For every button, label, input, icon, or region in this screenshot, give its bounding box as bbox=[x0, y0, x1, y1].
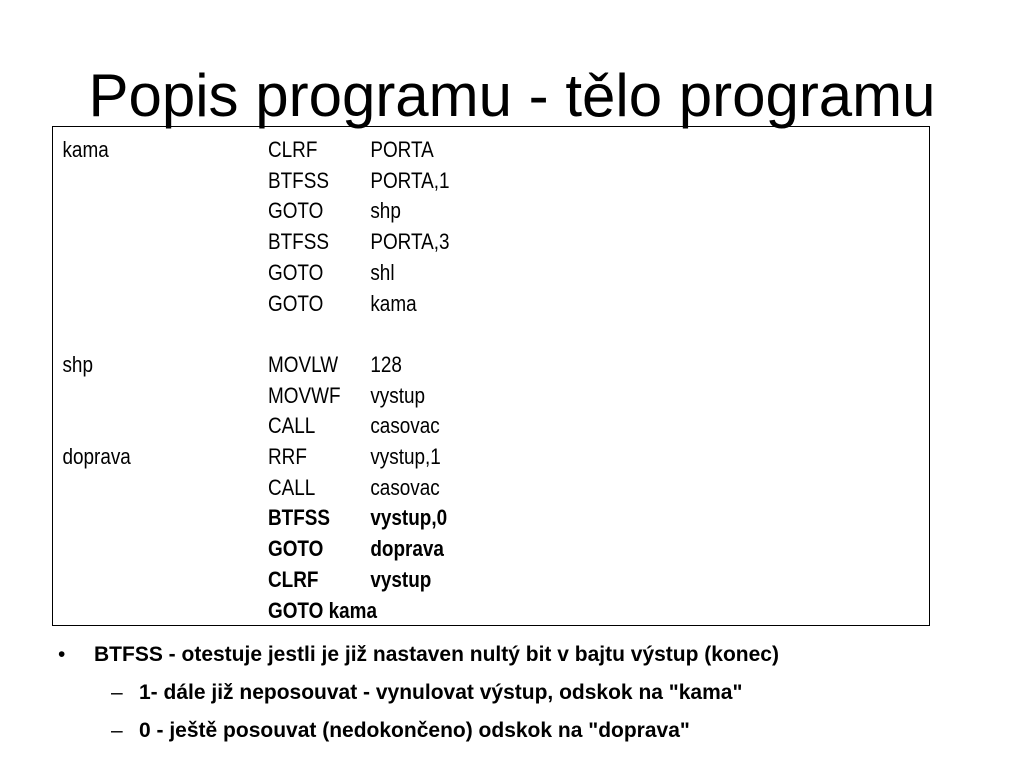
code-operand: casovac bbox=[370, 413, 440, 439]
code-operand: shl bbox=[370, 259, 395, 285]
code-line bbox=[53, 565, 806, 595]
code-line bbox=[53, 442, 806, 472]
code-instruction: GOTO bbox=[268, 290, 324, 316]
code-label: shp bbox=[62, 351, 93, 377]
note-main: BTFSS - otestuje jestli je již nastaven nultý bit v bajtu výstup (konec) bbox=[94, 643, 779, 666]
code-operand: doprava bbox=[370, 536, 444, 562]
code-instruction: CLRF bbox=[268, 566, 319, 592]
code-operand: PORTA,3 bbox=[370, 229, 450, 255]
code-line bbox=[53, 135, 806, 165]
note-sub-2: 0 - ještě posouvat (nedokončeno) odskok na "doprava" bbox=[139, 719, 690, 742]
code-instruction: GOTO bbox=[268, 536, 324, 562]
code-operand: 128 bbox=[370, 351, 402, 377]
code-line bbox=[53, 411, 806, 441]
code-operand: vystup bbox=[370, 566, 432, 592]
code-line bbox=[53, 473, 806, 503]
code-instruction: BTFSS bbox=[268, 505, 331, 531]
code-instruction: BTFSS bbox=[268, 229, 329, 255]
code-line bbox=[53, 258, 806, 288]
code-instruction: MOVWF bbox=[268, 382, 341, 408]
code-operand: vystup,0 bbox=[370, 505, 448, 531]
code-instruction: BTFSS bbox=[268, 167, 329, 193]
code-line bbox=[53, 289, 806, 319]
code-line bbox=[53, 319, 806, 349]
code-instruction: CALL bbox=[268, 413, 316, 439]
code-operand: vystup,1 bbox=[370, 444, 441, 469]
code-label: doprava bbox=[62, 444, 131, 469]
code-line bbox=[53, 503, 806, 533]
code-line bbox=[53, 166, 806, 196]
code-listing-box bbox=[52, 126, 930, 626]
slide-title: Popis programu - tělo programu bbox=[88, 62, 936, 129]
code-instruction: RRF bbox=[268, 444, 307, 469]
code-instruction: MOVLW bbox=[268, 351, 339, 377]
note-sub-1: 1- dále již neposouvat - vynulovat výstup, odskok na "kama" bbox=[139, 681, 743, 704]
code-operand: kama bbox=[370, 290, 417, 316]
code-line bbox=[53, 196, 806, 226]
code-instruction: GOTO bbox=[268, 259, 324, 285]
code-line bbox=[53, 381, 806, 411]
sub-bullet-marker: – bbox=[111, 681, 123, 704]
bullet-marker: • bbox=[58, 643, 66, 666]
code-line bbox=[53, 534, 806, 564]
code-instruction: GOTO bbox=[268, 198, 324, 224]
code-line bbox=[53, 350, 806, 380]
code-operand: shp bbox=[370, 198, 401, 224]
sub-bullet-marker: – bbox=[111, 719, 123, 742]
code-label: kama bbox=[62, 137, 109, 162]
code-operand: vystup bbox=[370, 382, 426, 408]
code-operand: PORTA bbox=[370, 137, 434, 162]
code-line bbox=[53, 596, 806, 626]
code-instruction: GOTO kama bbox=[268, 597, 378, 623]
code-line bbox=[53, 227, 806, 257]
code-instruction: CALL bbox=[268, 474, 316, 500]
code-operand: casovac bbox=[370, 474, 440, 500]
code-operand: PORTA,1 bbox=[370, 167, 450, 193]
code-instruction: CLRF bbox=[268, 137, 318, 162]
